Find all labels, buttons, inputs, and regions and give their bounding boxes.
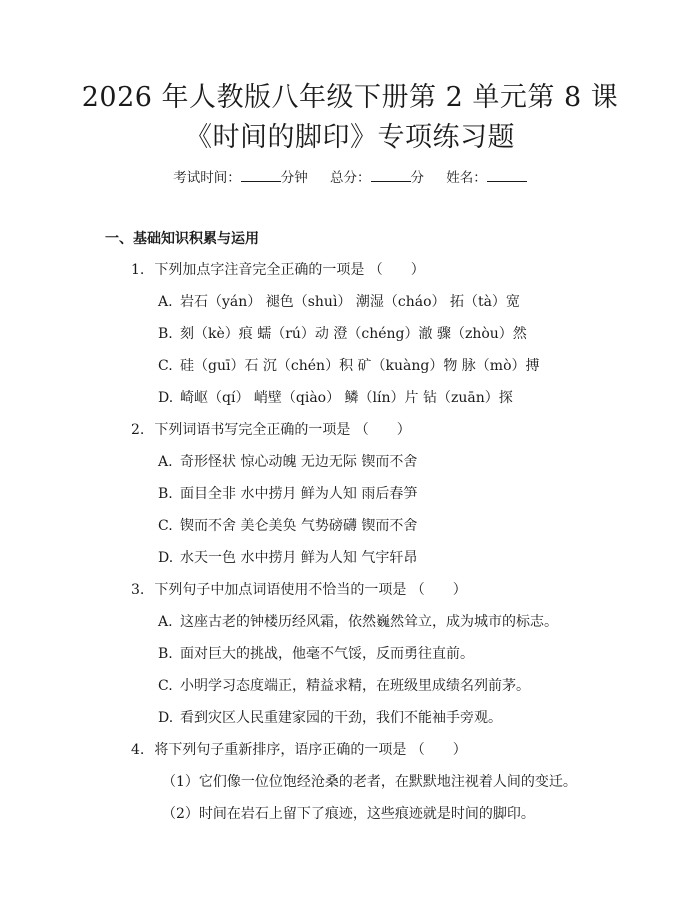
option-label: C. — [158, 678, 173, 694]
question-text: 下列加点字注音完全正确的一项是 （ ） — [154, 262, 425, 278]
question-text: 下列词语书写完全正确的一项是 （ ） — [154, 422, 411, 438]
option-text: 水天一色 水中捞月 鲜为人知 气宇轩昂 — [180, 550, 418, 566]
option-label: B. — [158, 646, 173, 662]
option-text: 硅（guī）石 沉（chén）积 矿（kuàng）物 脉（mò）搏 — [180, 358, 540, 374]
question-1-option-a — [158, 293, 520, 311]
option-text: 刻（kè）痕 蠕（rú）动 澄（chéng）澈 骤（zhòu）然 — [180, 326, 527, 342]
question-2-option-b — [158, 485, 417, 503]
exam-time-field — [173, 169, 308, 187]
question-1-option-d — [158, 389, 513, 407]
question-4 — [131, 741, 467, 759]
question-text: 将下列句子重新排序，语序正确的一项是 （ ） — [154, 742, 467, 758]
total-score-blank — [371, 169, 411, 182]
question-2-option-c — [158, 517, 417, 535]
option-label: B. — [158, 326, 173, 342]
option-label: C. — [158, 358, 173, 374]
question-number: 4. — [131, 742, 145, 758]
question-4-sentence-2: （2）时间在岩石上留下了痕迹，这些痕迹就是时间的脚印。 — [162, 806, 535, 822]
exam-meta — [0, 169, 700, 187]
exam-time-unit: 分钟 — [280, 170, 308, 186]
question-number: 1. — [131, 262, 145, 278]
option-label: D. — [158, 710, 174, 726]
option-label: A. — [158, 294, 173, 310]
option-label: D. — [158, 390, 174, 406]
exam-time-label: 考试时间： — [173, 170, 241, 186]
student-name-blank — [487, 169, 527, 182]
option-label: D. — [158, 550, 174, 566]
question-1-option-b — [158, 325, 527, 343]
option-text: 面目全非 水中捞月 鲜为人知 雨后春笋 — [180, 486, 418, 502]
option-text: 小明学习态度端正，精益求精，在班级里成绩名列前茅。 — [180, 678, 530, 694]
option-label: C. — [158, 518, 173, 534]
option-text: 岩石（yán） 褪色（shuì） 潮湿（cháo） 拓（tà）宽 — [180, 294, 520, 310]
option-text: 面对巨大的挑战，他毫不气馁，反而勇往直前。 — [180, 646, 474, 662]
question-3-option-d — [158, 709, 502, 727]
question-number: 3. — [131, 582, 145, 598]
question-3-option-c — [158, 677, 530, 695]
document-title-line-2: 《时间的脚印》专项练习题 — [185, 122, 515, 153]
question-2-option-d — [158, 549, 417, 567]
question-2 — [131, 421, 411, 439]
option-text: 崎岖（qí） 峭壁（qiào） 鳞（lín）片 钻（zuān）探 — [180, 390, 513, 406]
question-3-option-b — [158, 645, 474, 663]
question-3 — [131, 581, 467, 599]
question-4-sentence-1: （1）它们像一位位饱经沧桑的老者，在默默地注视着人间的变迁。 — [162, 774, 577, 790]
total-score-label: 总分： — [330, 170, 371, 186]
option-text: 这座古老的钟楼历经风霜，依然巍然耸立，成为城市的标志。 — [180, 614, 558, 630]
option-text: 看到灾区人民重建家园的干劲，我们不能袖手旁观。 — [180, 710, 502, 726]
question-1-option-c — [158, 357, 540, 375]
option-text: 奇形怪状 惊心动魄 无边无际 锲而不舍 — [180, 454, 418, 470]
question-3-option-a — [158, 613, 558, 631]
question-1 — [131, 261, 425, 279]
question-2-option-a — [158, 453, 417, 471]
document-title-line-1: 2026 年人教版八年级下册第 2 单元第 8 课 — [81, 82, 619, 113]
total-score-field — [330, 169, 424, 187]
option-label: A. — [158, 614, 173, 630]
question-number: 2. — [131, 422, 145, 438]
option-text: 锲而不舍 美仑美奂 气势磅礴 锲而不舍 — [180, 518, 418, 534]
student-name-field — [446, 169, 527, 187]
question-text: 下列句子中加点词语使用不恰当的一项是 （ ） — [154, 582, 467, 598]
exam-time-blank — [241, 169, 281, 182]
option-label: B. — [158, 486, 173, 502]
section-heading: 一、基础知识积累与运用 — [105, 231, 259, 247]
total-score-unit: 分 — [410, 170, 424, 186]
option-label: A. — [158, 454, 173, 470]
student-name-label: 姓名： — [446, 170, 487, 186]
